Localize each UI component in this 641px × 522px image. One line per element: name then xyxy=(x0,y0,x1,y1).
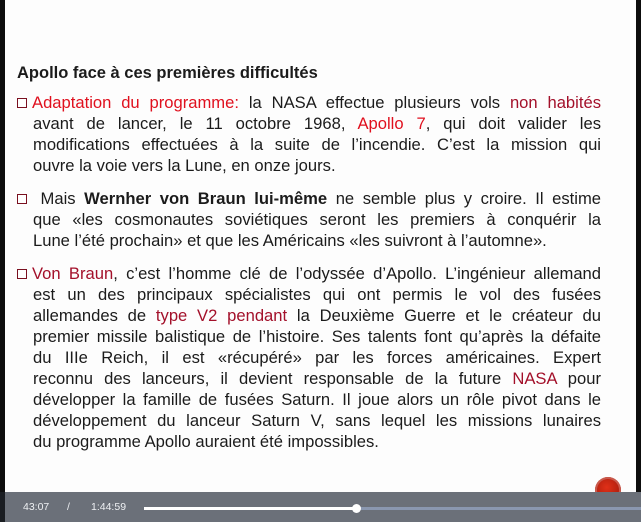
text-segment: ne semble plus y croire. Il estime xyxy=(327,189,601,208)
duration: 1:44:59 xyxy=(91,501,127,513)
text-segment: modifications effectuées à la suite de l’incendie. C’est la mission qui xyxy=(33,135,601,154)
text-segment: premier missile balistique de l’histoire. Ses talents font qu’après la défaite xyxy=(33,327,601,346)
bullet-paragraph xyxy=(17,263,601,452)
paragraph-line xyxy=(17,410,601,431)
paragraph-line xyxy=(17,284,601,305)
bullet-paragraph xyxy=(17,92,601,176)
slide xyxy=(5,0,636,522)
text-segment: développer la famille de fusées Saturn. Il joue alors un rôle pivot dans le xyxy=(33,390,601,409)
highlighted-text: Apollo 7 xyxy=(357,114,426,133)
highlighted-text: Von Braun xyxy=(32,264,114,283)
text-segment: Mais xyxy=(32,189,85,208)
highlighted-text: Wernher von Braun lui-même xyxy=(84,189,328,208)
controls-left-edge xyxy=(0,492,5,522)
paragraph-line xyxy=(17,431,601,452)
checkbox-square-icon xyxy=(17,98,27,108)
time-separator: / xyxy=(67,501,70,513)
text-segment: développement du lanceur Saturn V, sans lequel les missions lunaires xyxy=(33,411,601,430)
checkbox-square-icon xyxy=(17,269,27,279)
text-segment: la Deuxième Guerre et le créateur du xyxy=(287,306,602,325)
paragraph-line xyxy=(17,155,601,176)
text-segment: ouvre la voie vers la Lune, en onze jours. xyxy=(33,156,336,175)
text-segment: Lune l’été prochain» et que les Américains «les suivront à l’automne». xyxy=(33,231,547,250)
paragraph-line xyxy=(17,113,601,134)
highlighted-text: NASA xyxy=(512,369,557,388)
paragraph-line xyxy=(17,263,601,284)
left-letterbox xyxy=(0,0,5,522)
paragraph-line xyxy=(17,368,601,389)
paragraph-line xyxy=(17,230,601,251)
checkbox-square-icon xyxy=(17,194,27,204)
paragraph-line xyxy=(17,389,601,410)
slide-title: Apollo face à ces premières difficultés xyxy=(17,64,318,82)
paragraph-line xyxy=(17,305,601,326)
seek-bar-played xyxy=(144,507,356,510)
right-letterbox xyxy=(636,0,641,522)
text-segment: , qui doit valider les xyxy=(425,114,602,133)
text-segment: allemandes de xyxy=(33,306,156,325)
paragraph-line xyxy=(17,134,601,155)
highlighted-text: Adaptation du programme: xyxy=(32,93,239,112)
text-segment: la NASA effectue plusieurs vols xyxy=(238,93,510,112)
text-segment: reconnu des lanceurs, il devient responsable de la future xyxy=(33,369,513,388)
paragraph-line xyxy=(17,347,601,368)
paragraph-line xyxy=(17,326,601,347)
seek-bar[interactable] xyxy=(144,507,641,510)
paragraph-line xyxy=(17,188,601,209)
paragraph-line xyxy=(17,209,601,230)
text-segment: est un des principaux spécialistes qui ont permis le vol des fusées xyxy=(33,285,601,304)
current-time: 43:07 xyxy=(23,501,50,513)
highlighted-text: non habités xyxy=(509,93,601,112)
text-segment: pour xyxy=(556,369,602,388)
highlighted-text: type V2 pendant xyxy=(155,306,288,325)
text-segment: avant de lancer, le 11 octobre 1968, xyxy=(33,114,358,133)
text-segment: du programme Apollo auraient été impossibles. xyxy=(33,432,379,451)
paragraph-list xyxy=(17,92,601,452)
text-segment: , c’est l’homme clé de l’odyssée d’Apollo. L’ingénieur allemand xyxy=(113,264,602,283)
text-segment: du IIIe Reich, il est «récupéré» par les forces américaines. Expert xyxy=(33,348,601,367)
slide-content xyxy=(17,64,601,464)
bullet-paragraph xyxy=(17,188,601,251)
text-segment: que «les cosmonautes soviétiques seront les premiers à conquérir la xyxy=(33,210,601,229)
paragraph-line xyxy=(17,92,601,113)
